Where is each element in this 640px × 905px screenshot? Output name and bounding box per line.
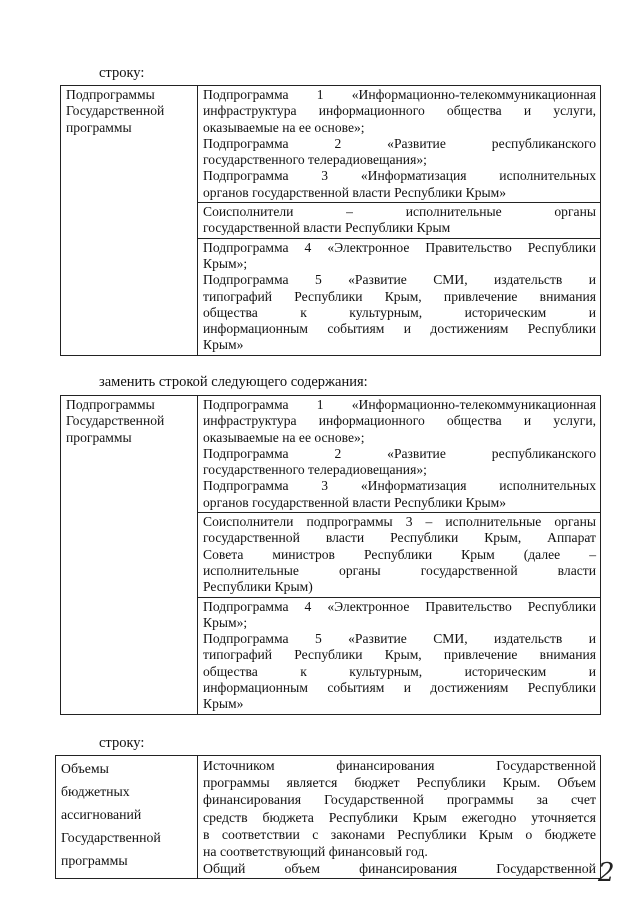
coexecutors-cell: Соисполнители – исполнительные органы государственной власти Республики Крым bbox=[198, 203, 601, 239]
intro-paragraph-1: строку: bbox=[99, 65, 145, 81]
funding-source-cell: Источником финансирования Государственной программы является бюджет Республики Крым. Объем финансирования Государственной программы за счет средств бюджета Республики Крым ежегодно уточняется в соответствии с законами Республики Крым о бюджете на соответствующий финансовый год. Общий объем финансирования Государственной bbox=[198, 756, 601, 879]
row-label-cell: Подпрограммы Государственной программы bbox=[61, 86, 198, 356]
coexecutors-cell: Соисполнители подпрограммы 3 – исполнительные органы государственной власти Республики Крым, Аппарат Совета министров Республики Крым (далее – исполнительные органы государственной власти Республики Крым) bbox=[198, 513, 601, 597]
table-budget-allocations bbox=[55, 755, 601, 879]
table-new-subprograms bbox=[60, 395, 601, 715]
handwritten-page-number: 2 bbox=[598, 858, 615, 888]
subprograms-4-5-cell: Подпрограмма 4 «Электронное Правительство Республики Крым»; Подпрограмма 5 «Развитие СМИ, издательств и типографий Республики Крым, привлечение внимания общества к культурным, историческим и информационным событиям и достижениям Республики Крым» bbox=[198, 238, 601, 355]
table-row bbox=[61, 86, 601, 203]
row-label-cell: Объемы бюджетных ассигнований Государственной программы bbox=[56, 756, 198, 879]
subprograms-1-3-cell: Подпрограмма 1 «Информационно-телекоммуникационная инфраструктура информационного общества и услуги, оказываемые на ее основе»; Подпрограмма 2 «Развитие республиканского государственного телерадиовещания»; Подпрограмма 3 «Информатизация исполнительных органов государственной власти Республики Крым» bbox=[198, 86, 601, 203]
table-row bbox=[56, 756, 601, 879]
intro-paragraph-3: строку: bbox=[99, 735, 145, 751]
table-row bbox=[61, 396, 601, 513]
subprograms-1-3-cell: Подпрограмма 1 «Информационно-телекоммуникационная инфраструктура информационного общества и услуги, оказываемые на ее основе»; Подпрограмма 2 «Развитие республиканского государственного телерадиовещания»; Подпрограмма 3 «Информатизация исполнительных органов государственной власти Республики Крым» bbox=[198, 396, 601, 513]
subprograms-4-5-cell: Подпрограмма 4 «Электронное Правительство Республики Крым»; Подпрограмма 5 «Развитие СМИ, издательств и типографий Республики Крым, привлечение внимания общества к культурным, историческим и информационным событиям и достижениям Республики Крым» bbox=[198, 597, 601, 714]
table-old-subprograms bbox=[60, 85, 601, 356]
intro-paragraph-2: заменить строкой следующего содержания: bbox=[99, 374, 368, 390]
row-label-cell: Подпрограммы Государственной программы bbox=[61, 396, 198, 715]
